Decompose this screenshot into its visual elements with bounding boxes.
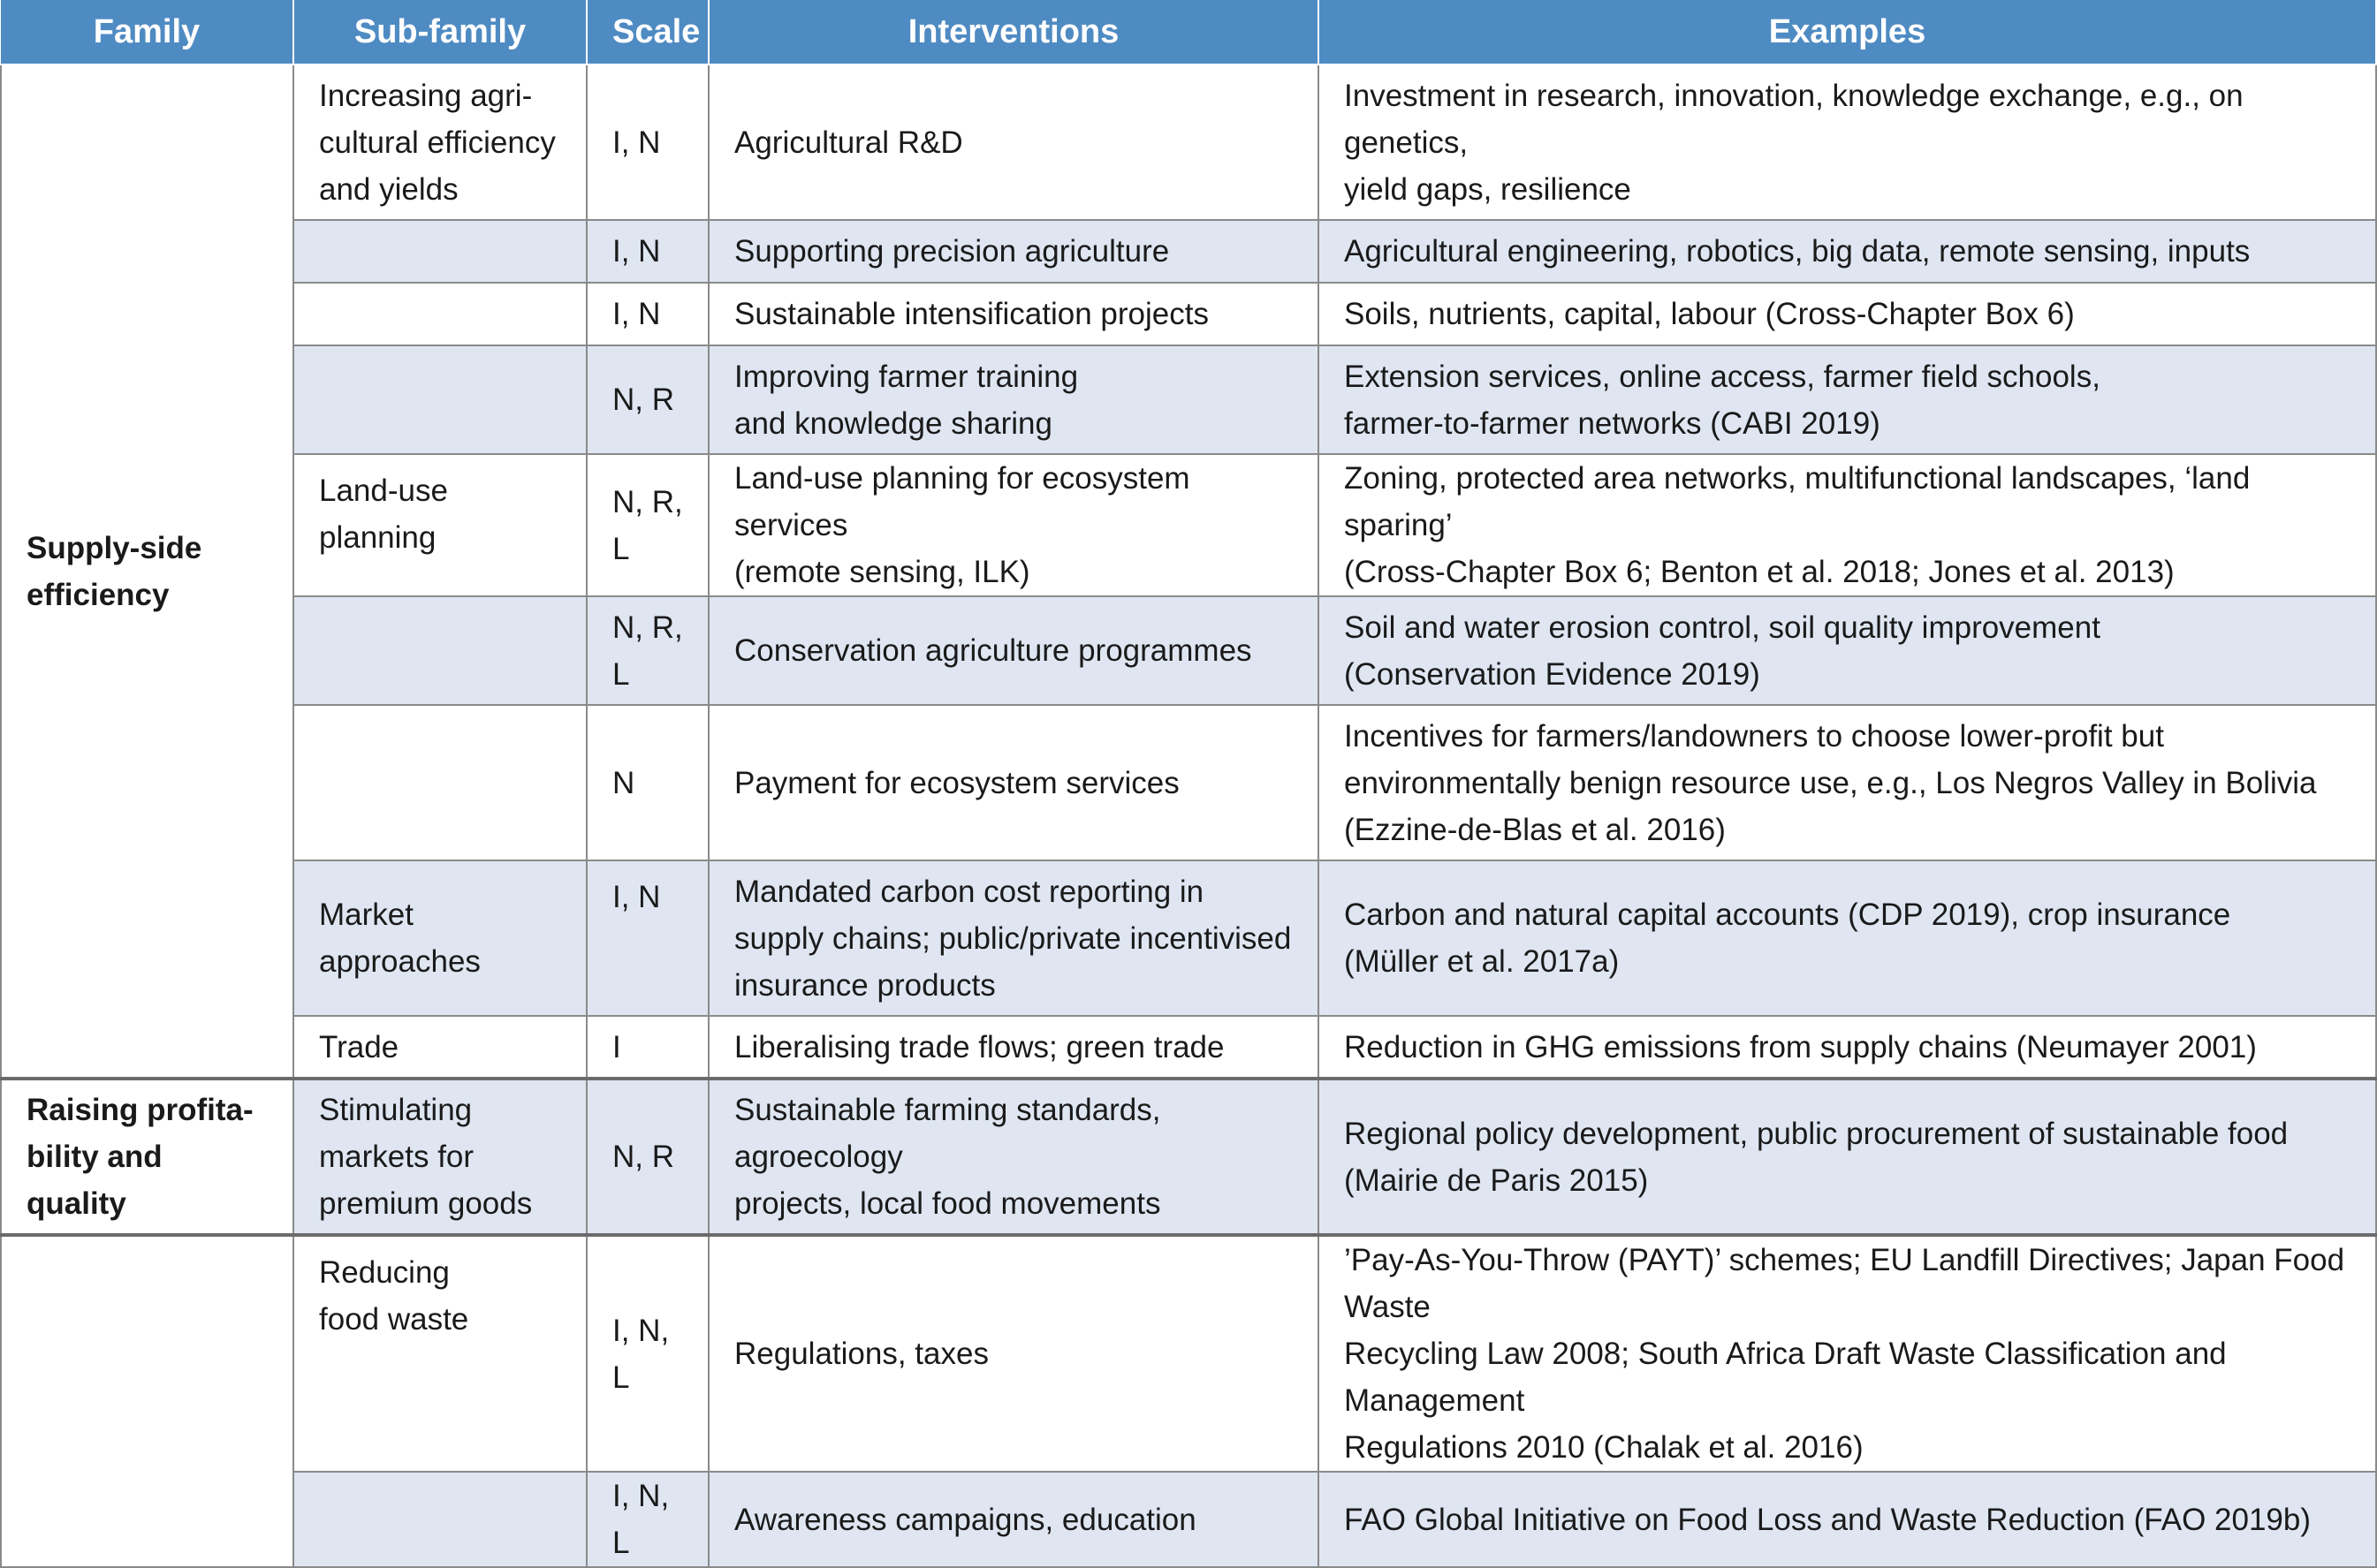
table-row: [1, 1016, 2376, 1079]
table-row: [1, 454, 2376, 596]
intervention-cell: Regulations, taxes: [709, 1235, 1318, 1472]
subfamily-cell: Land-use planning: [293, 454, 587, 596]
example-cell: Investment in research, innovation, knowledge exchange, e.g., on genetics, yield gaps, resilience: [1318, 64, 2376, 220]
subfamily-cell: [293, 283, 587, 345]
subfamily-cell: Reducing food waste: [293, 1235, 587, 1472]
header-interventions: Interventions: [709, 0, 1318, 64]
scale-cell: I, N: [587, 64, 709, 220]
scale-cell: I, N: [587, 860, 709, 1016]
header-row: [1, 0, 2376, 64]
intervention-cell: Payment for ecosystem services: [709, 705, 1318, 860]
subfamily-cell: [293, 596, 587, 705]
header-scale: Scale: [587, 0, 709, 64]
scale-cell: N: [587, 705, 709, 860]
table-row: [1, 705, 2376, 860]
table-row: [1, 220, 2376, 283]
subfamily-cell: [293, 345, 587, 454]
table-row: [1, 596, 2376, 705]
example-cell: Reduction in GHG emissions from supply chains (Neumayer 2001): [1318, 1016, 2376, 1079]
header-family: Family: [1, 0, 293, 64]
table-row: [1, 860, 2376, 1016]
table-row: [1, 64, 2376, 220]
family-cell-raising-profitability: Raising profita- bility and quality: [1, 1079, 293, 1235]
subfamily-cell: Increasing agri- cultural efficiency and yields: [293, 64, 587, 220]
subfamily-cell: Trade: [293, 1016, 587, 1079]
intervention-cell: Land-use planning for ecosystem services (remote sensing, ILK): [709, 454, 1318, 596]
subfamily-cell: [293, 220, 587, 283]
example-cell: Zoning, protected area networks, multifunctional landscapes, ‘land sparing’ (Cross-Chapter Box 6; Benton et al. 2018; Jones et al. 2013): [1318, 454, 2376, 596]
scale-cell: I: [587, 1016, 709, 1079]
table-row: [1, 1472, 2376, 1567]
intervention-cell: Sustainable intensification projects: [709, 283, 1318, 345]
example-cell: ’Pay-As-You-Throw (PAYT)’ schemes; EU Landfill Directives; Japan Food Waste Recycling Law 2008; South Africa Draft Waste Classification and Management Regulations 2010 (Chalak et al. 2016): [1318, 1235, 2376, 1472]
intervention-cell: Awareness campaigns, education: [709, 1472, 1318, 1567]
intervention-cell: Supporting precision agriculture: [709, 220, 1318, 283]
intervention-cell: Mandated carbon cost reporting in supply chains; public/private incentivised insurance products: [709, 860, 1318, 1016]
header-subfamily: Sub-family: [293, 0, 587, 64]
example-cell: Extension services, online access, farmer field schools, farmer-to-farmer networks (CABI 2019): [1318, 345, 2376, 454]
scale-cell: N, R: [587, 345, 709, 454]
subfamily-cell: Market approaches: [293, 860, 587, 1016]
example-cell: FAO Global Initiative on Food Loss and Waste Reduction (FAO 2019b): [1318, 1472, 2376, 1567]
scale-cell: N, R: [587, 1079, 709, 1235]
scale-cell: I, N, L: [587, 1235, 709, 1472]
scale-cell: I, N, L: [587, 1472, 709, 1567]
scale-cell: I, N: [587, 283, 709, 345]
subfamily-cell: Stimulating markets for premium goods: [293, 1079, 587, 1235]
intervention-cell: Improving farmer training and knowledge sharing: [709, 345, 1318, 454]
intervention-cell: Sustainable farming standards, agroecology projects, local food movements: [709, 1079, 1318, 1235]
table-row: [1, 345, 2376, 454]
intervention-cell: Conservation agriculture programmes: [709, 596, 1318, 705]
table-row: [1, 283, 2376, 345]
header-examples: Examples: [1318, 0, 2376, 64]
subfamily-cell: [293, 705, 587, 860]
example-cell: Soil and water erosion control, soil quality improvement (Conservation Evidence 2019): [1318, 596, 2376, 705]
scale-cell: N, R, L: [587, 454, 709, 596]
intervention-cell: Liberalising trade flows; green trade: [709, 1016, 1318, 1079]
intervention-cell: Agricultural R&D: [709, 64, 1318, 220]
scale-cell: N, R, L: [587, 596, 709, 705]
example-cell: Carbon and natural capital accounts (CDP 2019), crop insurance (Müller et al. 2017a): [1318, 860, 2376, 1016]
example-cell: Incentives for farmers/landowners to choose lower-profit but environmentally benign resource use, e.g., Los Negros Valley in Bolivia (Ezzine-de-Blas et al. 2016): [1318, 705, 2376, 860]
family-cell-supply-side: Supply-side efficiency: [1, 64, 293, 1079]
example-cell: Regional policy development, public procurement of sustainable food (Mairie de Paris 2015): [1318, 1079, 2376, 1235]
table-row: [1, 1079, 2376, 1235]
family-cell-blank: [1, 1235, 293, 1567]
example-cell: Agricultural engineering, robotics, big data, remote sensing, inputs: [1318, 220, 2376, 283]
subfamily-cell: [293, 1472, 587, 1567]
example-cell: Soils, nutrients, capital, labour (Cross-Chapter Box 6): [1318, 283, 2376, 345]
scale-cell: I, N: [587, 220, 709, 283]
table-row: [1, 1235, 2376, 1472]
